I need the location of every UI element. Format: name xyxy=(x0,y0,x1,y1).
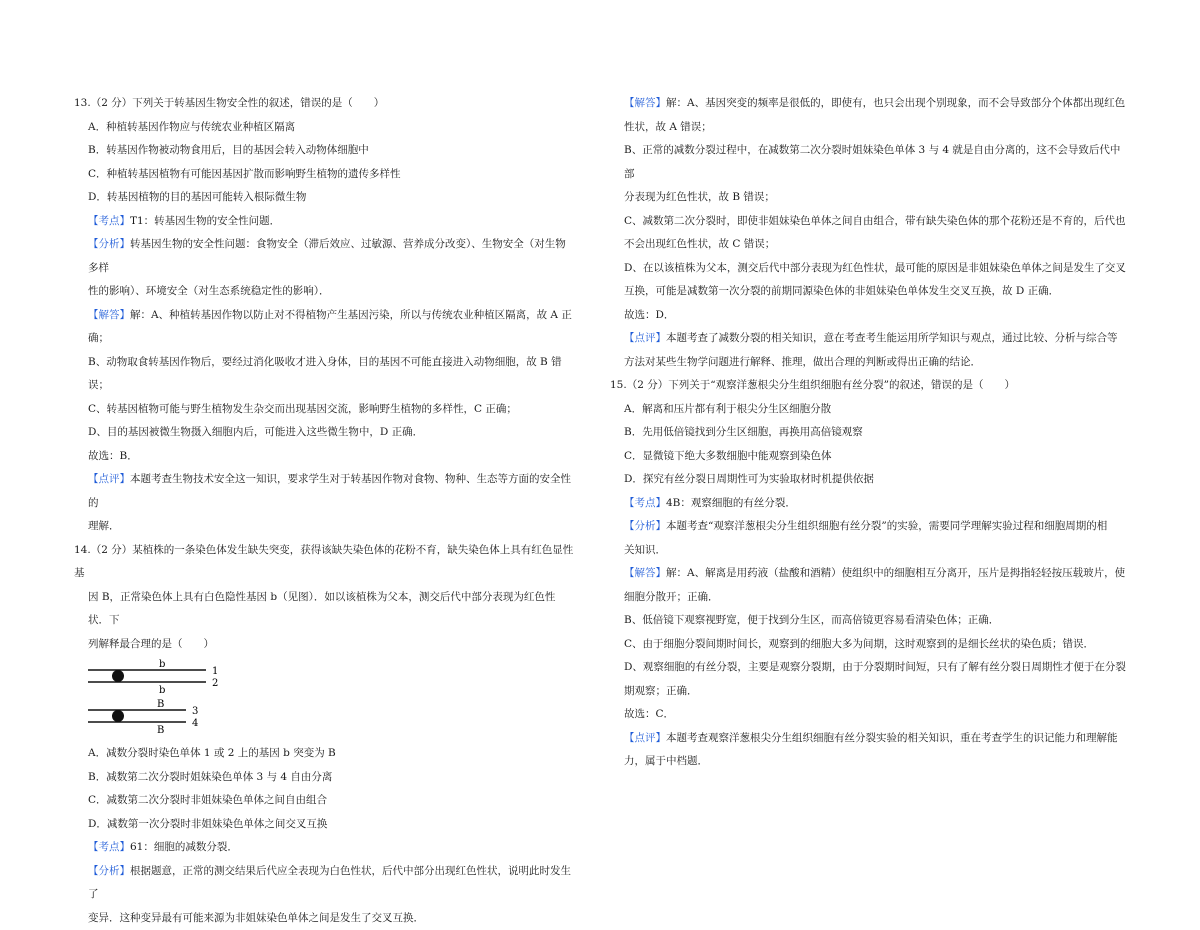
chromosome-figure xyxy=(88,658,574,740)
q15-jieda-3: C、由于细胞分裂间期时间长，观察到的细胞大多为间期，这时观察到的是细长丝状的染色质；错误． xyxy=(610,633,1130,657)
q13-jieda-c: C、转基因植物可能与野生植物发生杂交而出现基因交流，影响野生植物的多样性，C 正确； xyxy=(74,398,574,422)
q14-jieda-5: 不会出现红色性状，故 C 错误； xyxy=(610,233,1130,257)
right-column xyxy=(610,92,1130,774)
q13-option-a: A．种植转基因作物应与传统农业种植区隔离 xyxy=(74,116,574,140)
dianping-tag: 【点评】 xyxy=(624,332,666,344)
q14-jieda-2: B、正常的减数分裂过程中，在减数第二次分裂时姐妹染色单体 3 与 4 就是自由分离的，这不会导致后代中部 xyxy=(610,139,1130,186)
gene-B-3: B xyxy=(157,699,164,710)
q15-jieda xyxy=(610,562,1130,586)
gene-b-2: b xyxy=(159,685,165,696)
fenxi-tag: 【分析】 xyxy=(88,865,130,877)
jieda-line: 解：A、基因突变的频率是很低的，即使有，也只会出现个别现象，而不会导致部分个体都出现红色 xyxy=(666,97,1125,109)
q14-stem-3: 列解释最合理的是（ ） xyxy=(74,633,574,657)
q14-dianping-cont: 方法对某些生物学问题进行解释、推理，做出合理的判断或得出正确的结论． xyxy=(610,351,1130,375)
q15-jieda-5: 期观察；正确． xyxy=(610,680,1130,704)
kaodian-text: 4B：观察细胞的有丝分裂． xyxy=(666,497,796,509)
q13-kaodian xyxy=(74,210,574,234)
q13-jieda-d: D、目的基因被微生物摄入细胞内后，可能进入这些微生物中，D 正确． xyxy=(74,421,574,445)
q14-option-c: C．减数第二次分裂时非姐妹染色单体之间自由组合 xyxy=(74,789,574,813)
kaodian-text: T1：转基因生物的安全性问题． xyxy=(130,215,280,227)
q15-stem: 15.（2 分）下列关于“观察洋葱根尖分生组织细胞有丝分裂”的叙述，错误的是（ ） xyxy=(610,374,1130,398)
q15-option-c: C．显微镜下绝大多数细胞中能观察到染色体 xyxy=(610,445,1130,469)
q14-option-a: A．减数分裂时染色单体 1 或 2 上的基因 b 突变为 B xyxy=(74,742,574,766)
fenxi-line: 本题考查“观察洋葱根尖分生组织细胞有丝分裂”的实验，需要同学理解实验过程和细胞周期的相 xyxy=(666,520,1107,532)
q15-jieda-4: D、观察细胞的有丝分裂，主要是观察分裂期，由于分裂期时间短，只有了解有丝分裂日周期性才便于在分裂 xyxy=(610,656,1130,680)
dianping-line: 本题考查观察洋葱根尖分生组织细胞有丝分裂实验的相关知识，重在考查学生的识记能力和理解能 xyxy=(666,732,1118,744)
chromosome-diagram xyxy=(88,658,228,740)
dianping-tag: 【点评】 xyxy=(88,473,130,485)
q15-option-d: D．探究有丝分裂日周期性可为实验取材时机提供依据 xyxy=(610,468,1130,492)
left-column xyxy=(74,92,574,930)
fenxi-tag: 【分析】 xyxy=(88,238,130,250)
fenxi-line: 根据题意，正常的测交结果后代应全表现为白色性状，后代中部分出现红色性状，说明此时发生了 xyxy=(88,865,571,901)
q15-option-b: B．先用低倍镜找到分生区细胞，再换用高倍镜观察 xyxy=(610,421,1130,445)
q14-jieda-7: 互换，可能是减数第一次分裂的前期同源染色体的非姐妹染色单体发生交叉互换，故 D 正确． xyxy=(610,280,1130,304)
kaodian-text: 61：细胞的减数分裂． xyxy=(130,841,238,853)
q15-fenxi xyxy=(610,515,1130,539)
q14-dianping xyxy=(610,327,1130,351)
kaodian-tag: 【考点】 xyxy=(624,497,666,509)
q15-dianping xyxy=(610,727,1130,751)
q14-jieda-3: 分表现为红色性状，故 B 错误； xyxy=(610,186,1130,210)
q14-stem: 14.（2 分）某植株的一条染色体发生缺失突变，获得该缺失染色体的花粉不育，缺失染色体上具有红色显性基 xyxy=(74,539,574,586)
jieda-tag: 【解答】 xyxy=(88,309,130,321)
q13-fenxi xyxy=(74,233,574,280)
jieda-line: 解：A、种植转基因作物以防止对不得植物产生基因污染，所以与传统农业种植区隔离，故 A 正确； xyxy=(88,309,572,345)
q15-jieda-2: B、低倍镜下观察视野宽，便于找到分生区，而高倍镜更容易看清染色体；正确． xyxy=(610,609,1130,633)
q14-answer: 故选：D． xyxy=(610,304,1130,328)
dianping-line: 本题考查生物技术安全这一知识，要求学生对于转基因作物对食物、物种、生态等方面的安全性的 xyxy=(88,473,571,509)
q15-option-a: A．解离和压片都有利于根尖分生区细胞分散 xyxy=(610,398,1130,422)
kaodian-tag: 【考点】 xyxy=(88,215,130,227)
chromatid-num-1: 1 xyxy=(212,666,218,677)
q14-jieda xyxy=(610,92,1130,116)
chromatid-num-4: 4 xyxy=(192,718,198,729)
centromere-bottom xyxy=(112,710,124,722)
q14-option-d: D．减数第一次分裂时非姐妹染色单体之间交叉互换 xyxy=(74,813,574,837)
q13-jieda-b: B、动物取食转基因作物后，要经过消化吸收才进入身体，目的基因不可能直接进入动物细胞，故 B 错误； xyxy=(74,351,574,398)
q14-fenxi xyxy=(74,860,574,907)
q14-stem-2: 因 B，正常染色体上具有白色隐性基因 b（见图）．如以该植株为父本，测交后代中部分表现为红色性状．下 xyxy=(74,586,574,633)
fenxi-tag: 【分析】 xyxy=(624,520,666,532)
q15-jieda-1: 细胞分散开；正确． xyxy=(610,586,1130,610)
q13-dianping-cont: 理解． xyxy=(74,515,574,539)
q13-stem: 13.（2 分）下列关于转基因生物安全性的叙述，错误的是（ ） xyxy=(74,92,574,116)
kaodian-tag: 【考点】 xyxy=(88,841,130,853)
q13-answer: 故选：B． xyxy=(74,445,574,469)
q13-option-d: D．转基因植物的目的基因可能转入根际微生物 xyxy=(74,186,574,210)
dianping-tag: 【点评】 xyxy=(624,732,666,744)
q15-fenxi-cont: 关知识． xyxy=(610,539,1130,563)
q15-answer: 故选：C． xyxy=(610,703,1130,727)
q13-option-c: C．种植转基因植物有可能因基因扩散而影响野生植物的遗传多样性 xyxy=(74,163,574,187)
q13-jieda xyxy=(74,304,574,351)
fenxi-line: 转基因生物的安全性问题：食物安全（滞后效应、过敏源、营养成分改变）、生物安全（对生物多样 xyxy=(88,238,566,274)
jieda-line: 解：A、解离是用药液（盐酸和酒精）使组织中的细胞相互分离开，压片是拇指轻轻按压载玻片，使 xyxy=(666,567,1125,579)
jieda-tag: 【解答】 xyxy=(624,567,666,579)
q13-option-b: B．转基因作物被动物食用后，目的基因会转入动物体细胞中 xyxy=(74,139,574,163)
q15-dianping-cont: 力，属于中档题． xyxy=(610,750,1130,774)
q14-jieda-4: C、减数第二次分裂时，即使非姐妹染色单体之间自由组合，带有缺失染色体的那个花粉还是不育的，后代也 xyxy=(610,210,1130,234)
dianping-line: 本题考查了减数分裂的相关知识，意在考查考生能运用所学知识与观点，通过比较、分析与综合等 xyxy=(666,332,1118,344)
gene-b-1: b xyxy=(159,659,165,670)
centromere-top xyxy=(112,670,124,682)
q14-jieda-6: D、在以该植株为父本，测交后代中部分表现为红色性状，最可能的原因是非姐妹染色单体之间是发生了交叉 xyxy=(610,257,1130,281)
q13-fenxi-cont: 性的影响）、环境安全（对生态系统稳定性的影响）． xyxy=(74,280,574,304)
q14-jieda-1: 性状，故 A 错误； xyxy=(610,116,1130,140)
q15-kaodian xyxy=(610,492,1130,516)
chromatid-num-3: 3 xyxy=(192,706,198,717)
chromatid-num-2: 2 xyxy=(212,678,218,689)
q13-dianping xyxy=(74,468,574,515)
jieda-tag: 【解答】 xyxy=(624,97,666,109)
q14-option-b: B．减数第二次分裂时姐妹染色单体 3 与 4 自由分离 xyxy=(74,766,574,790)
gene-B-4: B xyxy=(157,725,164,736)
q14-fenxi-cont: 变异．这种变异最有可能来源为非姐妹染色单体之间是发生了交叉互换． xyxy=(74,907,574,930)
